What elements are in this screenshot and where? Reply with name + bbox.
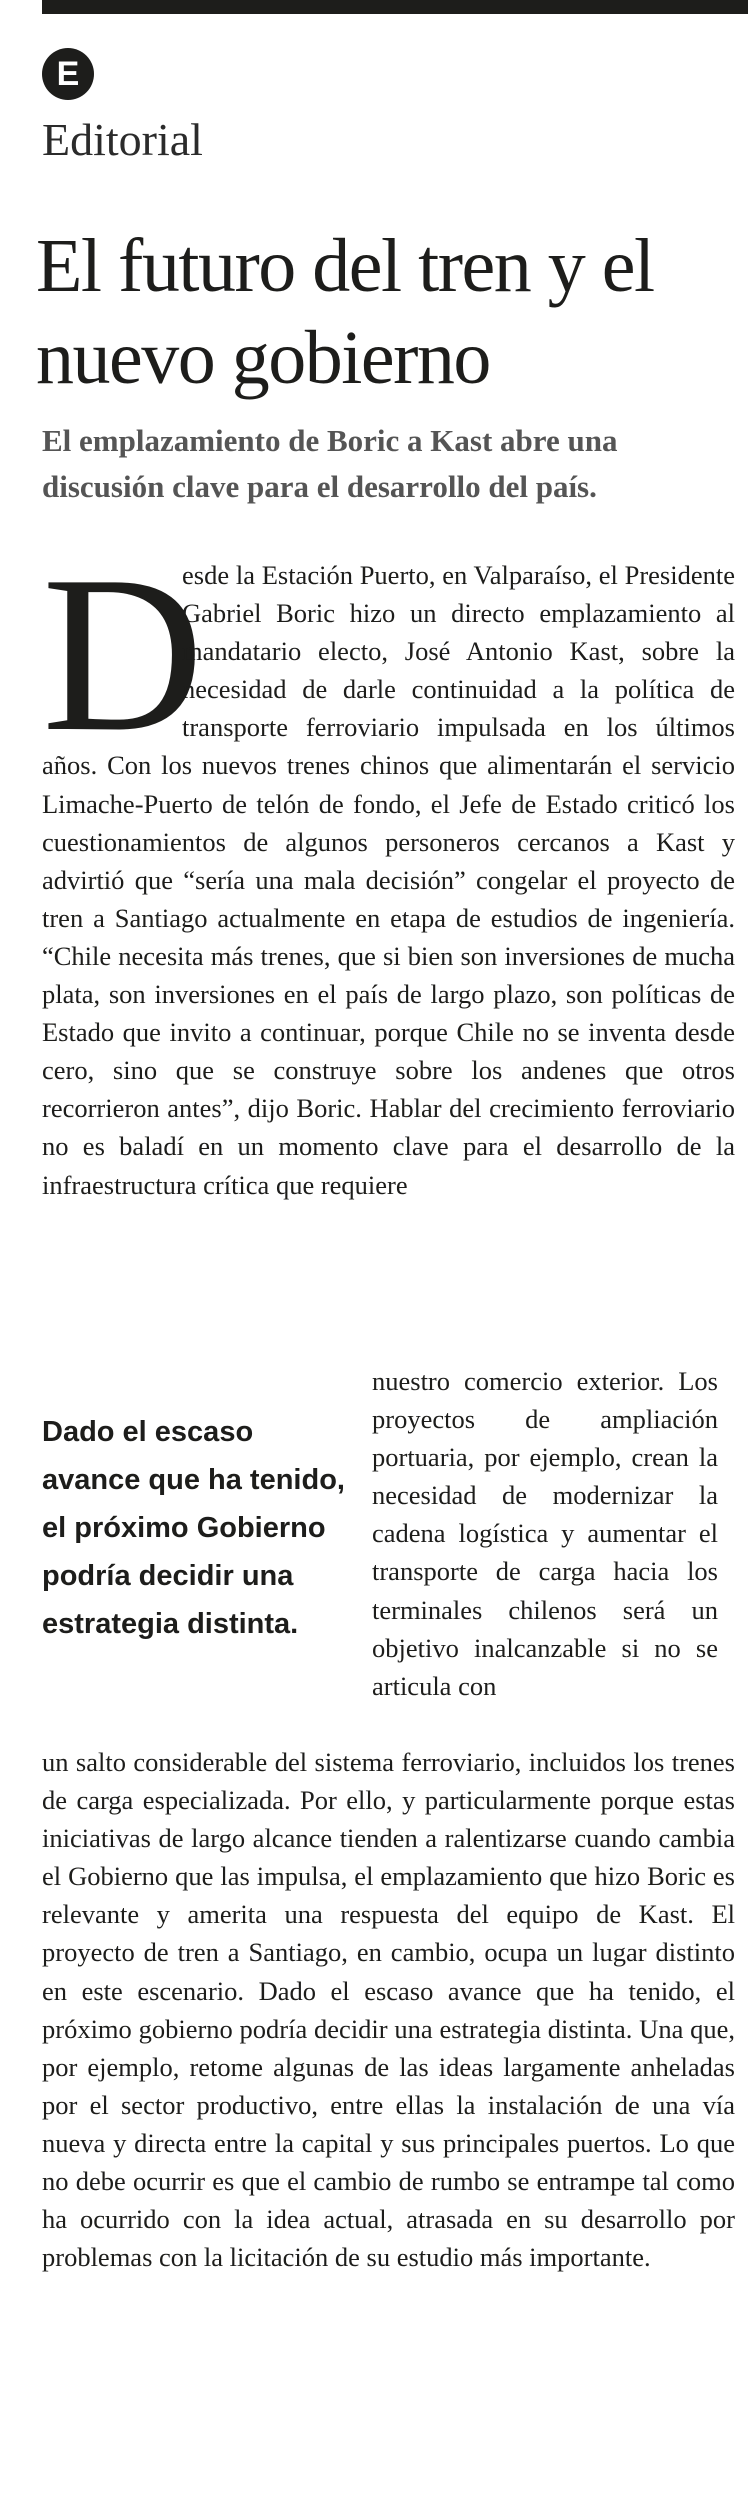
section-label: Editorial: [42, 114, 203, 165]
pull-quote: Dado el escaso avance que ha tenido, el próximo Gobierno podría decidir una estrategia distinta.: [42, 1416, 345, 1640]
headline: El futuro del tren y el nuevo gobierno: [36, 224, 654, 400]
side-paragraph: nuestro comercio exterior. Los proyectos de ampliación portuaria, por ejemplo, crean la necesidad de modernizar la cadena logística y aumentar el transporte de carga hacia los terminales chilenos será un objetivo inalcanzable si no se articula con: [372, 1366, 718, 1701]
article-continuation: [42, 1743, 735, 2276]
deck: El emplazamiento de Boric a Kast abre una discusión clave para el desarrollo del país.: [42, 423, 618, 504]
lead-paragraph: esde la Estación Puerto, en Valparaíso, el Presidente Gabriel Boric hizo un directo emplazamiento al mandatario electo, José Antonio Kast, sobre la necesidad de darle continuidad a la política de transporte ferroviario impulsada en los últimos años. Con los nuevos trenes chinos que alimentarán el servicio Limache-Puerto de telón de fondo, el Jefe de Estado criticó los cuestionamientos de algunos personeros cercanos a Kast y advirtió que “sería una mala decisión” congelar el proyecto de tren a Santiago actualmente en etapa de estudios de ingeniería. “Chile necesita más trenes, que si bien son inversiones de mucha plata, son inversiones en el país de largo plazo, son políticas de Estado que invito a continuar, porque Chile no se inventa desde cero, sino que se construye sobre los andenes que otros recorrieron antes”, dijo Boric. Hablar del crecimiento ferroviario no es baladí en un momento clave para el desarrollo de la infraestructura crítica que requiere: [42, 560, 735, 1200]
top-rule: [42, 0, 748, 14]
article-lead: [42, 530, 735, 1204]
drop-cap: D: [42, 530, 204, 778]
final-paragraph: un salto considerable del sistema ferroviario, incluidos los trenes de carga especializada. Por ello, y particularmente porque estas iniciativas de largo alcance tienden a ralentizarse cuando cambia el Gobierno que las impulsa, el emplazamiento que hizo Boric es relevante y amerita una respuesta del equipo de Kast. El proyecto de tren a Santiago, en cambio, ocupa un lugar distinto en este escenario. Dado el escaso avance que ha tenido, el próximo gobierno podría decidir una estrategia distinta. Una que, por ejemplo, retome algunas de las ideas largamente anheladas por el sector productivo, entre ellas la instalación de una vía nueva y directa entre la capital y sus principales puertos. Lo que no debe ocurrir es que el cambio de rumbo se entrampe tal como ha ocurrido con la idea actual, atrasada en su desarrollo por problemas con la licitación de su estudio más importante.: [42, 1747, 735, 2273]
section-badge-icon: E: [42, 48, 94, 100]
side-column: [372, 1362, 718, 1705]
